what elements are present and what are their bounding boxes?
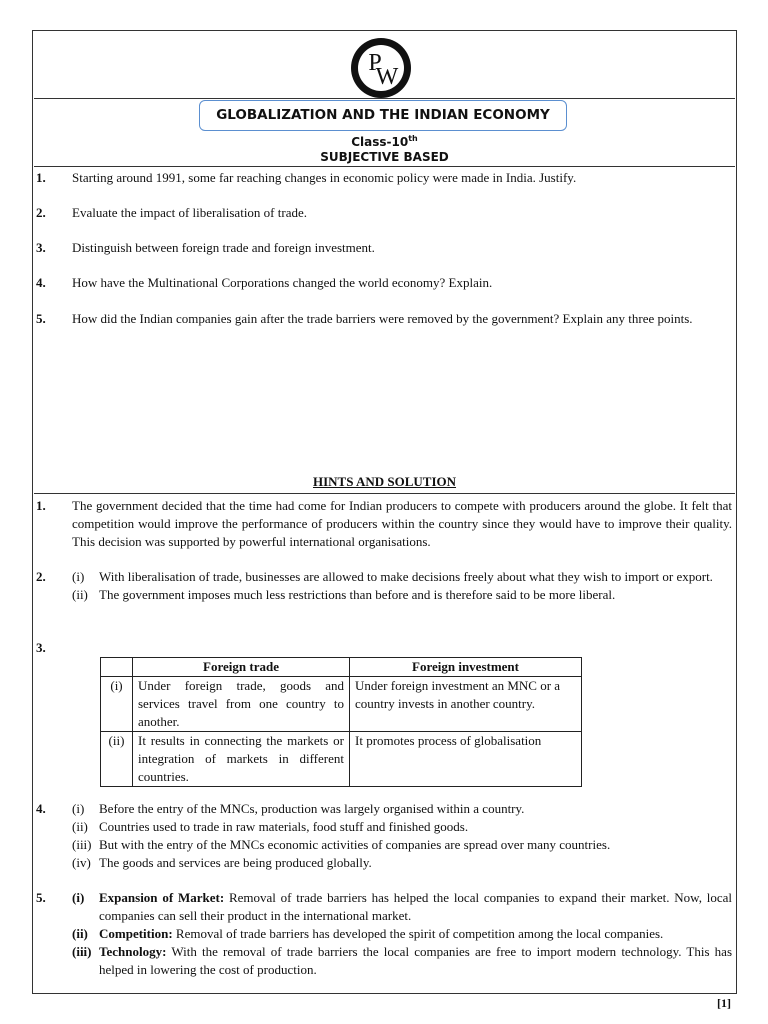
table-cell: (ii) bbox=[101, 732, 133, 787]
answer-point: (i) With liberalisation of trade, businesses are allowed to make decisions freely about what they wish to import or export. bbox=[72, 569, 713, 584]
class-label: Class-10th bbox=[351, 134, 418, 149]
question-number: 3. bbox=[36, 240, 46, 255]
question-text: How have the Multinational Corporations changed the world economy? Explain. bbox=[72, 275, 493, 290]
answer-number: 2. bbox=[36, 569, 46, 584]
table-header: Foreign investment bbox=[350, 658, 582, 677]
answer-point: (i) Expansion of Market: Removal of trade barriers has helped the local companies to expand their market. Now, local companies can sell their product in the international market. bbox=[72, 890, 732, 923]
table-cell: It promotes process of globalisation bbox=[350, 732, 582, 787]
answer-number: 5. bbox=[36, 890, 46, 905]
section-label: SUBJECTIVE BASED bbox=[320, 150, 449, 164]
table-header: Foreign trade bbox=[133, 658, 350, 677]
question-4 bbox=[36, 274, 732, 292]
table-cell: Under foreign investment an MNC or a country invests in another country. bbox=[350, 677, 582, 732]
comparison-table bbox=[100, 657, 582, 787]
answer-number: 4. bbox=[36, 801, 46, 816]
question-text: Distinguish between foreign trade and foreign investment. bbox=[72, 240, 375, 255]
answer-2 bbox=[36, 568, 732, 604]
answer-number: 1. bbox=[36, 498, 46, 513]
logo-letter-p: P bbox=[368, 50, 382, 76]
section-divider bbox=[34, 166, 735, 167]
answer-text: The government decided that the time had come for Indian producers to compete with producers around the globe. It felt that competition would improve the performance of producers within the country since they would have to improve their quality. This decision was supported by powerful international organisations. bbox=[72, 498, 732, 549]
question-number: 5. bbox=[36, 311, 46, 326]
question-number: 1. bbox=[36, 170, 46, 185]
answer-point: (i) Before the entry of the MNCs, production was largely organised within a country. bbox=[72, 801, 525, 816]
hints-divider bbox=[34, 493, 735, 494]
answer-1 bbox=[36, 497, 732, 551]
answer-point: (iii) But with the entry of the MNCs economic activities of companies are spread over many countries. bbox=[72, 837, 611, 852]
table-cell: Under foreign trade, goods and services travel from one country to another. bbox=[133, 677, 350, 732]
table-row bbox=[101, 732, 582, 787]
answer-point: (ii) Countries used to trade in raw materials, food stuff and finished goods. bbox=[72, 819, 469, 834]
answer-point: (iii) Technology: With the removal of trade barriers the local companies are free to import modern technology. This has helped in lowering the cost of production. bbox=[72, 944, 733, 977]
question-number: 2. bbox=[36, 205, 46, 220]
table-row bbox=[101, 677, 582, 732]
answer-5 bbox=[36, 889, 732, 979]
hints-title: HINTS AND SOLUTION bbox=[312, 474, 457, 489]
page-title: GLOBALIZATION AND THE INDIAN ECONOMY bbox=[199, 100, 567, 131]
header-divider bbox=[34, 98, 735, 99]
logo-letter-w: W bbox=[375, 64, 399, 90]
answer-number: 3. bbox=[36, 640, 46, 655]
answer-point: (iv) The goods and services are being produced globally. bbox=[72, 855, 372, 870]
answer-4 bbox=[36, 800, 732, 872]
answer-point: (ii) Competition: Removal of trade barriers has developed the spirit of competition among the local companies. bbox=[72, 926, 664, 941]
table-cell: It results in connecting the markets or integration of markets in different countries. bbox=[133, 732, 350, 787]
question-5 bbox=[36, 310, 732, 328]
answer-point: (ii) The government imposes much less restrictions than before and is therefore said to be more liberal. bbox=[72, 587, 616, 602]
question-3 bbox=[36, 239, 732, 257]
table-cell: (i) bbox=[101, 677, 133, 732]
pw-logo bbox=[350, 37, 412, 99]
question-text: Evaluate the impact of liberalisation of trade. bbox=[72, 205, 307, 220]
question-text: Starting around 1991, some far reaching changes in economic policy were made in India. Justify. bbox=[72, 170, 577, 185]
question-2 bbox=[36, 204, 732, 222]
question-number: 4. bbox=[36, 275, 46, 290]
table-header bbox=[101, 658, 133, 677]
question-1 bbox=[36, 169, 732, 187]
page-number: [1] bbox=[717, 996, 731, 1010]
table-header-row bbox=[101, 658, 582, 677]
question-text: How did the Indian companies gain after the trade barriers were removed by the government? Explain any three points. bbox=[72, 311, 693, 326]
